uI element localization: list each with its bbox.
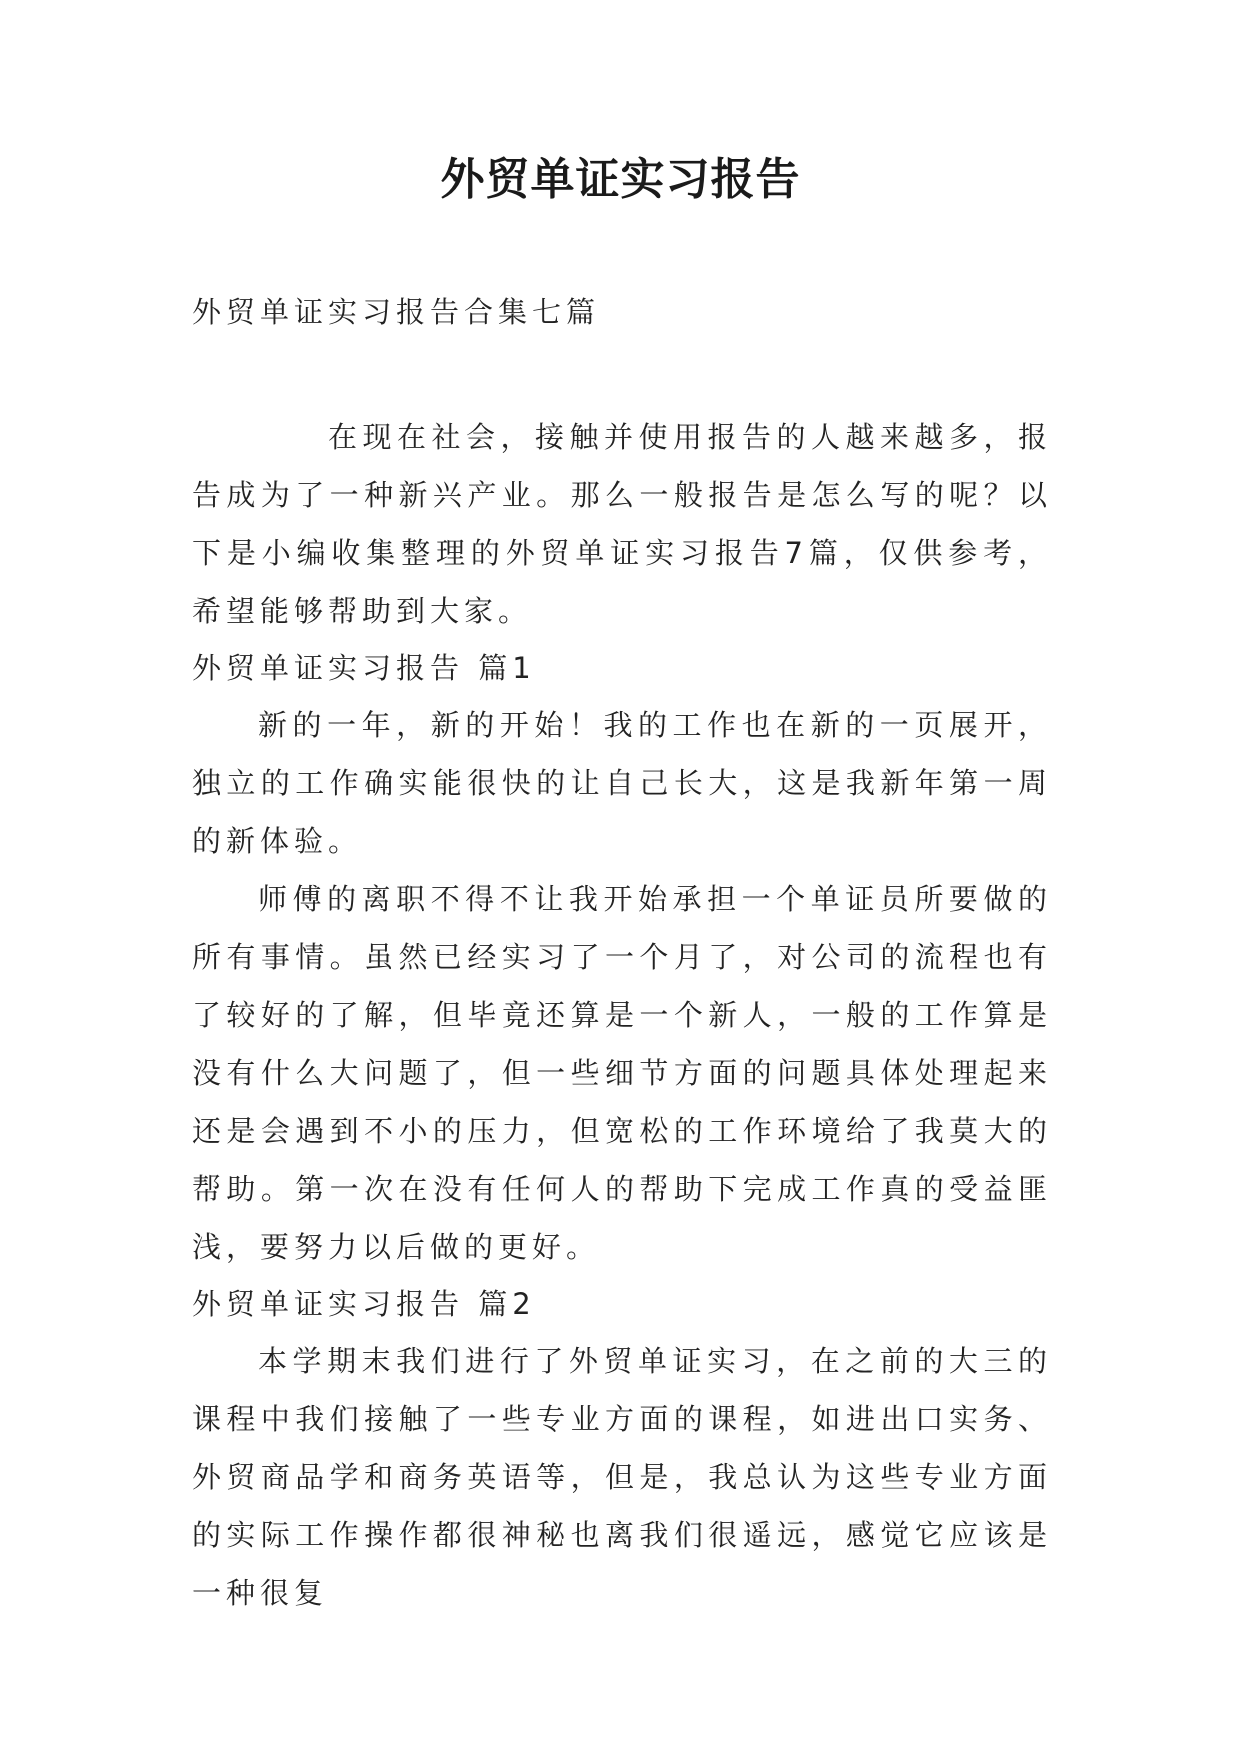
section-heading: 外贸单证实习报告 篇2 — [192, 1287, 536, 1321]
body-paragraph: 师傅的离职不得不让我开始承担一个单证员所要做的所有事情。虽然已经实习了一个月了，对公司的流程也有了较好的了解，但毕竟还算是一个新人，一般的工作算是没有什么大问题了，但一些细节方面的问题具体处理起来还是会遇到不小的压力，但宽松的工作环境给了我莫大的帮助。第一次在没有任何人的帮助下完成工作真的受益匪浅，要努力以后做的更好。 — [192, 882, 1052, 1264]
document-body — [192, 408, 1052, 1622]
section-heading: 外贸单证实习报告 篇1 — [192, 651, 536, 685]
body-paragraph: 新的一年，新的开始！我的工作也在新的一页展开，独立的工作确实能很快的让自己长大，这是我新年第一周的新体验。 — [192, 708, 1052, 858]
intro-paragraph: 在现在社会，接触并使用报告的人越来越多，报告成为了一种新兴产业。那么一般报告是怎么写的呢？以下是小编收集整理的外贸单证实习报告7篇，仅供参考，希望能够帮助到大家。 — [192, 420, 1052, 628]
document-title: 外贸单证实习报告 — [440, 154, 801, 205]
document-subtitle: 外贸单证实习报告合集七篇 — [192, 295, 601, 329]
body-paragraph: 本学期末我们进行了外贸单证实习，在之前的大三的课程中我们接触了一些专业方面的课程，如进出口实务、外贸商品学和商务英语等，但是，我总认为这些专业方面的实际工作操作都很神秘也离我们很遥远，感觉它应该是一种很复 — [192, 1344, 1052, 1610]
